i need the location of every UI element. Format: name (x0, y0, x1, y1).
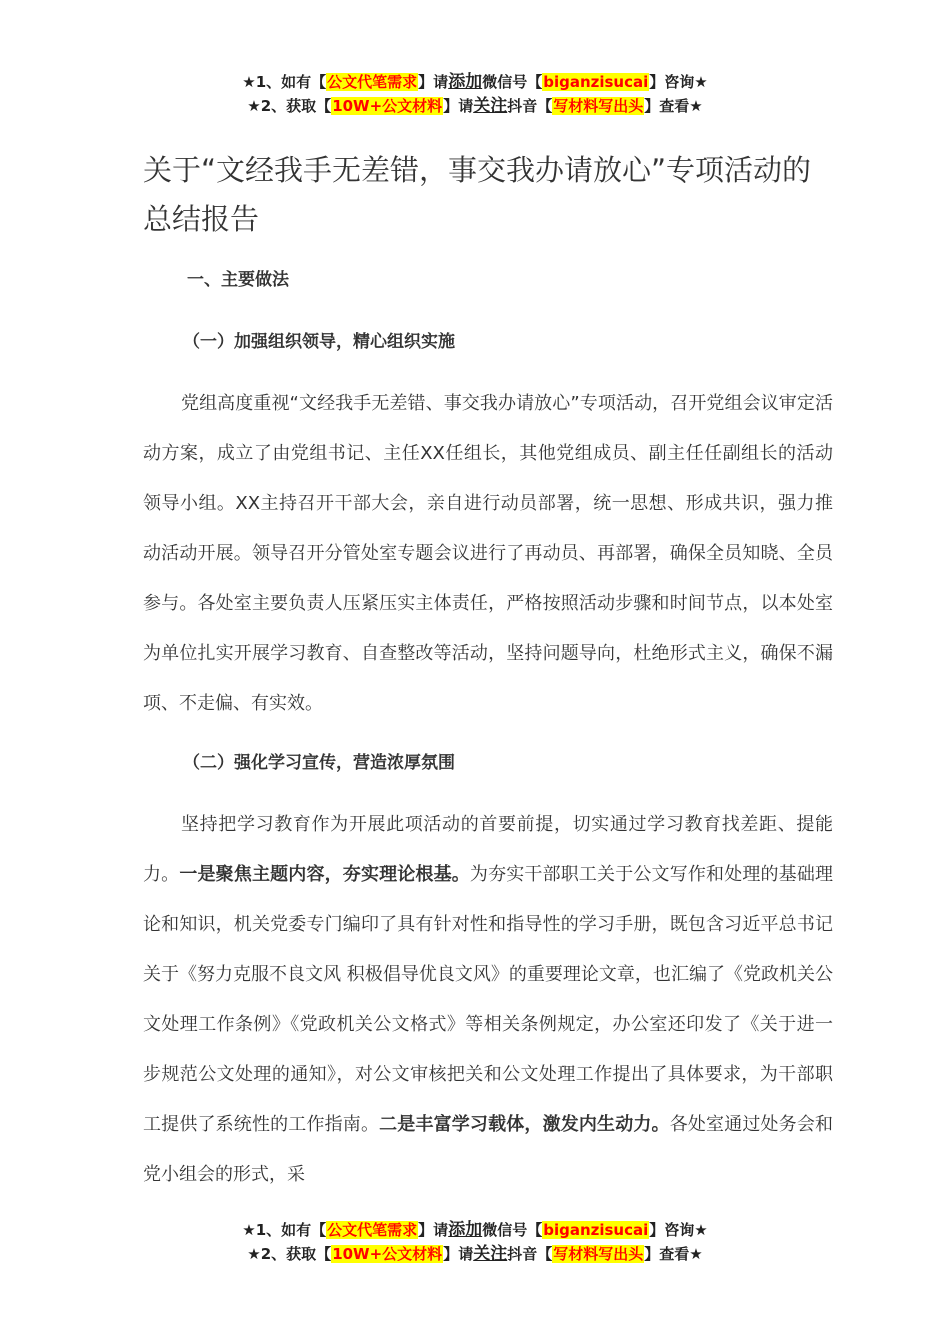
banner-highlight-douyin: 写材料写出头 (553, 97, 644, 115)
banner-line-1: ★1、如有【公文代笔需求】请添加微信号【biganzisucai】咨询★ (242, 1220, 708, 1240)
bottom-banner (0, 1218, 950, 1266)
top-banner (0, 70, 950, 118)
banner-highlight-douyin: 写材料写出头 (553, 1245, 644, 1263)
section-heading-1: 一、主要做法 (187, 270, 289, 290)
banner-highlight-service: 公文代笔需求 (327, 73, 418, 91)
banner-highlight-materials: 10W+公文材料 (332, 1245, 443, 1263)
banner-highlight-wechat: biganzisucai (543, 1221, 649, 1239)
banner-highlight-service: 公文代笔需求 (327, 1221, 418, 1239)
paragraph-1: 党组高度重视“文经我手无差错、事交我办请放心”专项活动，召开党组会议审定活动方案，成立了由党组书记、主任XX任组长，其他党组成员、副主任任副组长的活动领导小组。XX主持召开干部大会，亲自进行动员部署，统一思想、形成共识，强力推动活动开展。领导召开分管处室专题会议进行了再动员、再部署，确保全员知晓、全员参与。各处室主要负责人压紧压实主体责任，严格按照活动步骤和时间节点，以本处室为单位扎实开展学习教育、自查整改等活动，坚持问题导向，杜绝形式主义，确保不漏项、不走偏、有实效。 (143, 393, 833, 714)
point-one-lead: 一是聚焦主题内容，夯实理论根基。 (179, 864, 470, 885)
paragraph-2: 坚持把学习教育作为开展此项活动的首要前提，切实通过学习教育找差距、提能力。一是聚焦主题内容，夯实理论根基。为夯实干部职工关于公文写作和处理的基础理论和知识，机关党委专门编印了具有针对性和指导性的学习手册，既包含习近平总书记关于《努力克服不良文风 积极倡导优良文风》的重要理论文章，也汇编了《党政机关公文处理工作条例》《党政机关公文格式》等相关条例规定，办公室还印发了《关于进一步规范公文处理的通知》，对公文审核把关和公文处理工作提出了具体要求，为干部职工提供了系统性的工作指南。二是丰富学习载体，激发内生动力。各处室通过处务会和党小组会的形式，采 (143, 814, 834, 1185)
subsection-heading-1: （一）加强组织领导，精心组织实施 (183, 332, 455, 352)
banner-highlight-materials: 10W+公文材料 (332, 97, 443, 115)
point-two-lead: 二是丰富学习载体，激发内生动力。 (379, 1114, 670, 1135)
banner-line-1: ★1、如有【公文代笔需求】请添加微信号【biganzisucai】咨询★ (242, 72, 708, 92)
banner-line-2: ★2、获取【10W+公文材料】请关注抖音【写材料写出头】查看★ (247, 1244, 703, 1264)
document-title: 关于“文经我手无差错，事交我办请放心”专项活动的总结报告 (143, 153, 812, 236)
banner-line-2: ★2、获取【10W+公文材料】请关注抖音【写材料写出头】查看★ (247, 96, 703, 116)
subsection-heading-2: （二）强化学习宣传，营造浓厚氛围 (183, 753, 455, 773)
banner-highlight-wechat: biganzisucai (543, 73, 649, 91)
